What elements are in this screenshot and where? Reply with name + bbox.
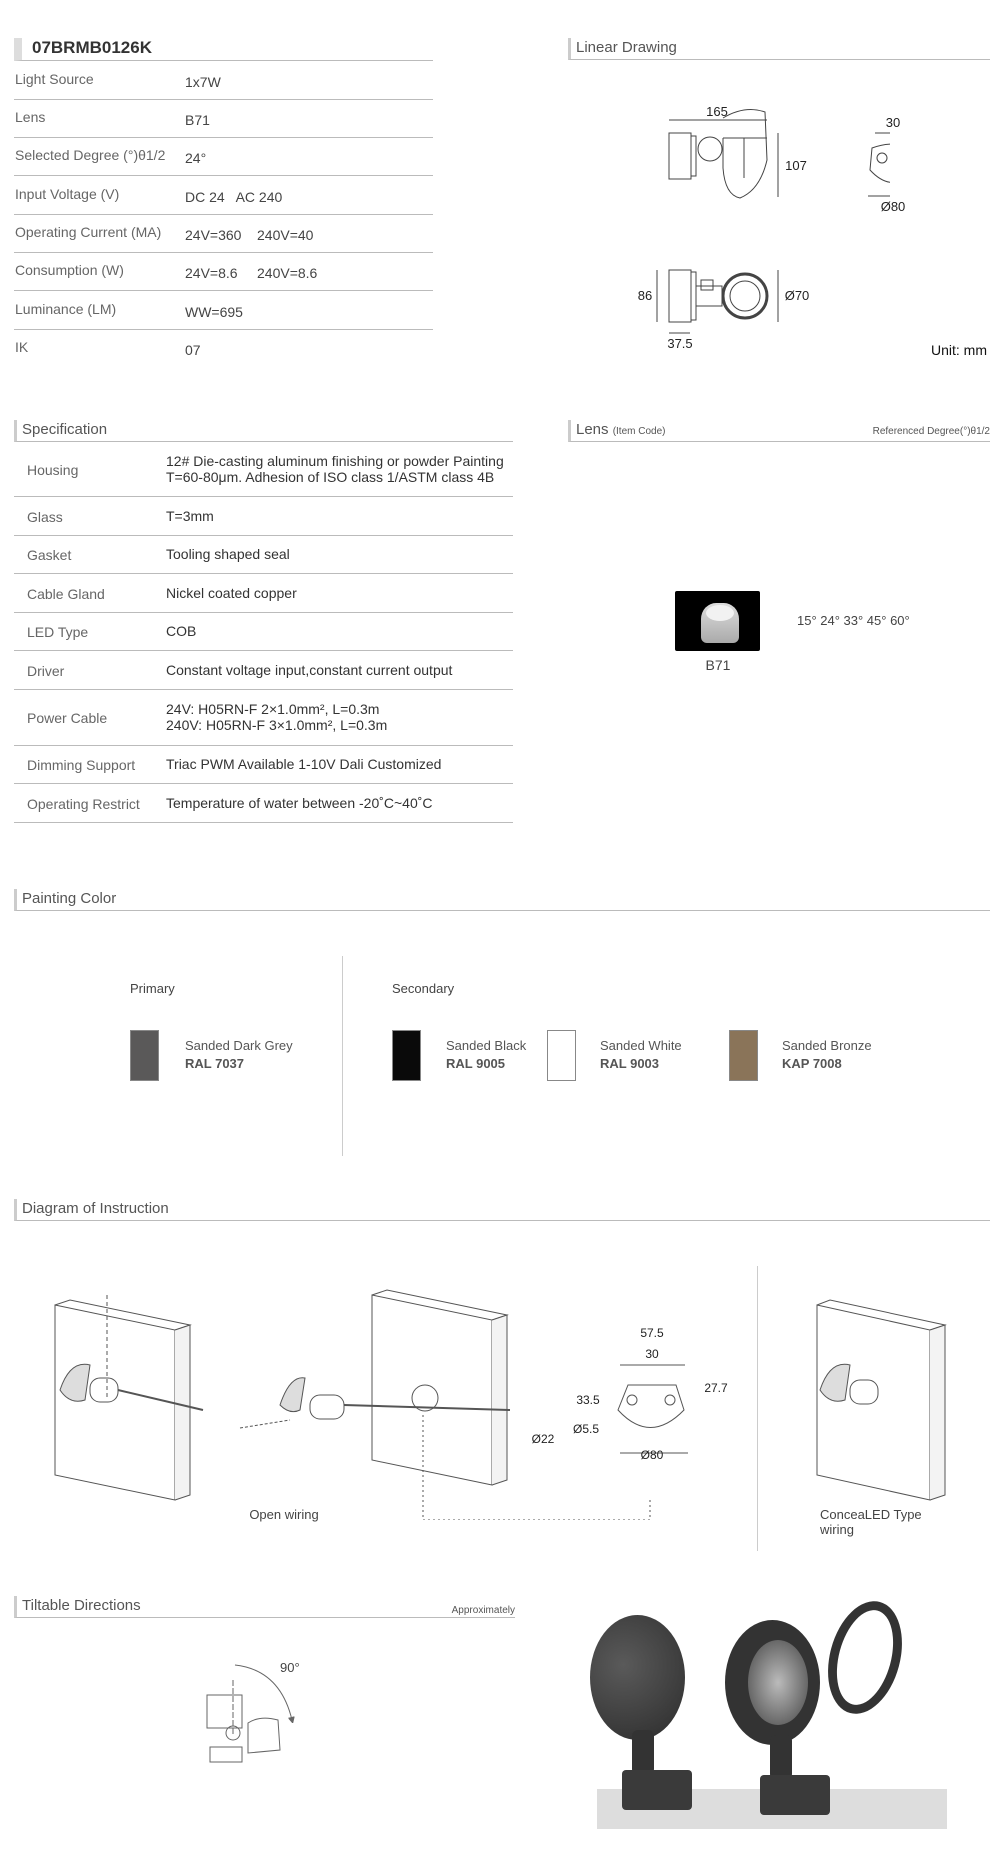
dim-depth: 37.5: [667, 336, 693, 351]
color-swatch: [130, 1030, 159, 1081]
secondary-label: Secondary: [392, 981, 455, 996]
row-label: Glass: [27, 508, 63, 525]
wall-middle: [372, 1290, 507, 1485]
row-label: Driver: [27, 662, 65, 679]
spec-row: [14, 329, 433, 368]
value-line: Nickel coated copper: [166, 584, 297, 601]
value-line: Temperature of water between -20˚C~40˚C: [166, 794, 433, 811]
section-title: Lens: [576, 421, 609, 438]
section-title: Specification: [22, 421, 108, 438]
row-value: [166, 546, 290, 562]
value-line: Tooling shaped seal: [166, 546, 290, 562]
spec-row: [14, 291, 433, 330]
value-line: 24V: H05RN-F 2×1.0mm², L=0.3m: [166, 701, 380, 717]
dim-5-5: Ø5.5: [572, 1422, 600, 1436]
specification-row: [14, 651, 513, 690]
open-wiring-caption: Open wiring: [249, 1507, 319, 1522]
row-label: Luminance (LM): [15, 301, 117, 317]
spec-row: [14, 61, 433, 100]
value-line: 240V: H05RN-F 3×1.0mm², L=0.3m: [166, 717, 388, 733]
specification-row: [14, 613, 513, 651]
value-line: 12# Die-casting aluminum finishing or powder Painting: [166, 452, 504, 469]
color-label: [782, 1037, 872, 1073]
dim-27-7: 27.7: [704, 1381, 728, 1395]
dim-30: 30: [645, 1347, 659, 1361]
color-swatch: [547, 1030, 576, 1081]
wall-mount-block: [669, 133, 691, 179]
row-label: Selected Degree (°)θ1/2: [15, 147, 166, 163]
row-label: Housing: [27, 461, 79, 478]
painting-color-header: [14, 889, 990, 911]
color-code: RAL 9003: [600, 1056, 660, 1071]
linear-drawing-svg: [560, 100, 890, 350]
specification-row: [14, 442, 513, 497]
color-label: [600, 1037, 682, 1073]
dim-57-5: 57.5: [640, 1326, 664, 1340]
referenced-degree-label: Referenced Degree(°)θ1/2: [872, 426, 990, 437]
value-line: T=60-80μm. Adhesion of ISO class 1/ASTM class 4B: [166, 468, 495, 485]
instruction-header: [14, 1199, 990, 1221]
section-title: Painting Color: [22, 890, 117, 907]
approximately-note: Approximately: [451, 1605, 515, 1616]
value-line: Constant voltage input,constant current output: [166, 661, 453, 678]
row-value: 07: [185, 342, 201, 358]
dim-side: 86: [637, 288, 653, 303]
specification-header: [14, 420, 513, 442]
dim-width: 165: [706, 104, 728, 119]
color-code: KAP 7008: [782, 1056, 842, 1071]
row-label: Gasket: [27, 547, 72, 563]
row-value: [166, 795, 433, 811]
row-label: Operating Restrict: [27, 795, 140, 812]
row-value: 24V=360 240V=40: [185, 227, 314, 243]
section-title: Tiltable Directions: [22, 1597, 141, 1614]
dim-22: Ø22: [531, 1432, 555, 1446]
value-line: T=3mm: [166, 507, 214, 524]
dim-height: 107: [785, 158, 807, 173]
color-name: Sanded Dark Grey: [185, 1038, 293, 1053]
value-line: Triac PWM Available 1-10V Dali Customized: [166, 756, 442, 772]
dim-lens-dia: Ø70: [784, 288, 810, 303]
color-code: RAL 9005: [446, 1056, 506, 1071]
row-label: Dimming Support: [27, 757, 136, 773]
linear-drawing-header: [568, 38, 990, 60]
row-label: Consumption (W): [15, 262, 124, 278]
painting-divider: [342, 956, 343, 1156]
dim-base-dia: Ø80: [880, 199, 906, 214]
row-label: IK: [15, 339, 29, 355]
dim-33-5: 33.5: [576, 1393, 600, 1407]
spec-row: [14, 214, 433, 253]
row-value: [166, 701, 387, 733]
spec-row: [14, 176, 433, 215]
section-title: Linear Drawing: [576, 39, 677, 56]
lens-image: [675, 591, 760, 651]
color-swatch: [729, 1030, 758, 1081]
row-label: Light Source: [15, 71, 94, 87]
color-name: Sanded White: [600, 1038, 682, 1053]
row-label: Cable Gland: [27, 585, 105, 602]
dim-base-top: 30: [885, 115, 901, 130]
section-title: Diagram of Instruction: [22, 1200, 169, 1217]
row-value: [166, 756, 441, 772]
tilt-angle: 90°: [280, 1660, 300, 1675]
row-label: LED Type: [27, 624, 89, 640]
row-value: [166, 453, 504, 485]
row-value: 24°: [185, 150, 207, 166]
row-value: 1x7W: [185, 74, 221, 90]
value-line: COB: [166, 623, 197, 639]
specification-row: [14, 497, 513, 536]
color-name: Sanded Black: [446, 1038, 527, 1053]
product-photo: [590, 1595, 950, 1835]
lens-item-code: B71: [705, 657, 731, 673]
specification-row: [14, 536, 513, 574]
spec-row: [14, 137, 433, 176]
lens-subtitle: (Item Code): [612, 426, 666, 437]
spec-row: [14, 99, 433, 138]
specification-row: [14, 574, 513, 613]
row-value: 24V=8.6 240V=8.6: [185, 265, 318, 281]
row-value: [166, 662, 452, 678]
spec-row: [14, 252, 433, 291]
concealed-wiring-caption: ConceaLED Type wiring: [820, 1507, 922, 1537]
installation-diagram: [0, 1260, 1000, 1520]
row-value: [166, 585, 297, 601]
color-label: [446, 1037, 526, 1073]
color-swatch: [392, 1030, 421, 1081]
row-label: Input Voltage (V): [15, 186, 120, 202]
product-code: 07BRMB0126K: [14, 38, 433, 61]
specification-row: [14, 784, 513, 823]
color-code: RAL 7037: [185, 1056, 245, 1071]
lens-degrees: 15° 24° 33° 45° 60°: [797, 613, 910, 628]
row-label: Power Cable: [27, 710, 108, 726]
tiltable-header: [14, 1596, 515, 1618]
color-name: Sanded Bronze: [782, 1038, 872, 1053]
color-label: [185, 1037, 293, 1073]
lens-header: [568, 420, 990, 442]
unit-label: Unit: mm: [931, 342, 987, 358]
row-label: Operating Current (MA): [15, 224, 162, 240]
specification-row: [14, 690, 513, 746]
row-label: Lens: [15, 109, 46, 125]
primary-label: Primary: [130, 981, 175, 996]
row-value: [166, 623, 196, 639]
row-value: B71: [185, 112, 210, 128]
row-value: [166, 508, 214, 524]
row-value: DC 24 AC 240: [185, 189, 283, 205]
dim-80: Ø80: [640, 1448, 664, 1462]
row-value: WW=695: [185, 304, 243, 320]
specification-row: [14, 746, 513, 784]
